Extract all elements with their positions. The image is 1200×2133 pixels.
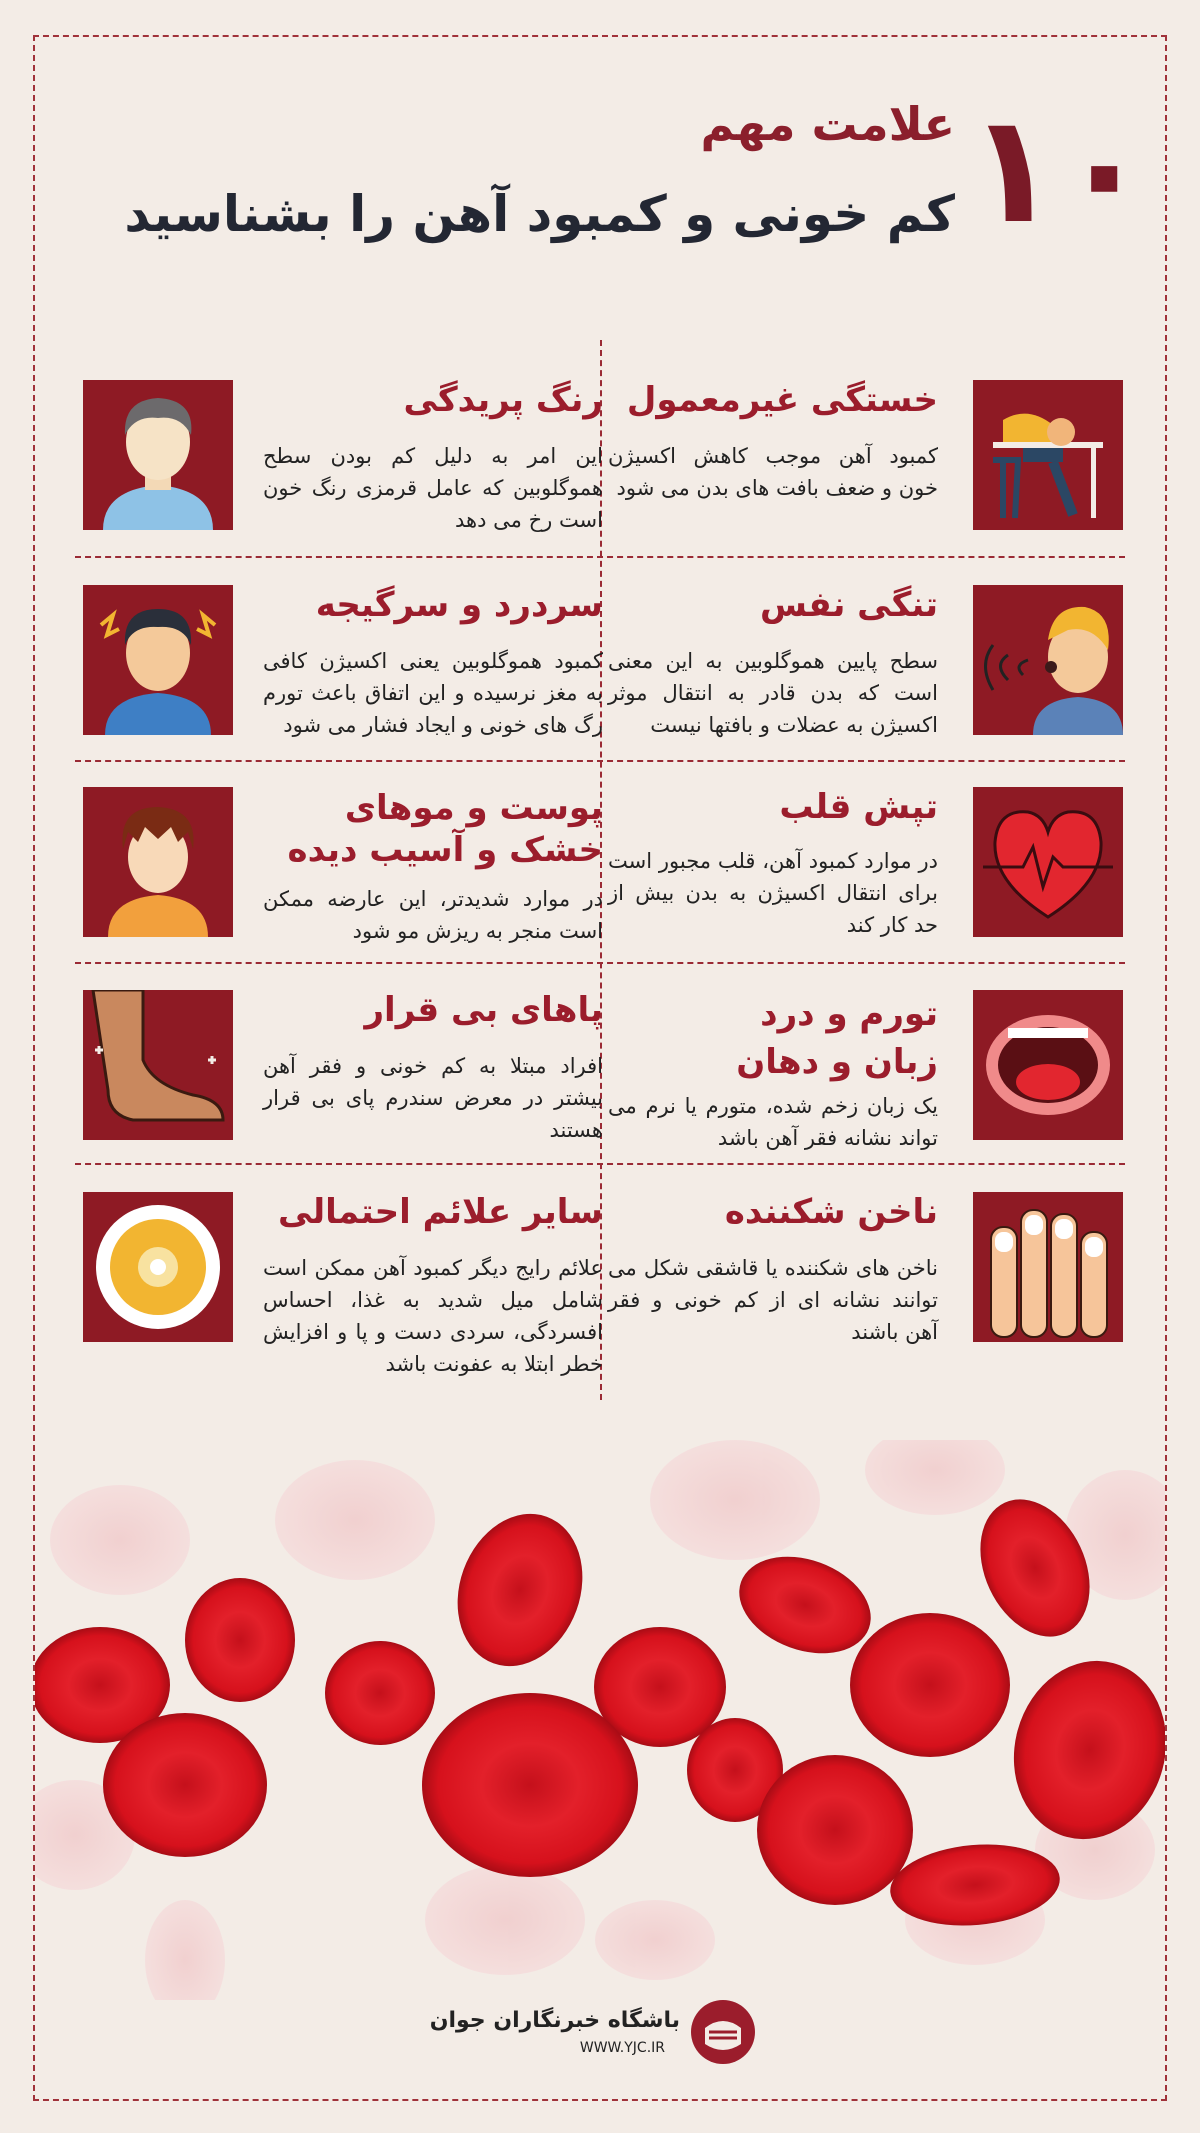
symptom-description: یک زبان زخم شده، متورم یا نرم می تواند نشانه فقر آهن باشد xyxy=(608,1094,938,1150)
symptom-dry-skin-hair xyxy=(83,787,603,977)
symptom-title: تپش قلب xyxy=(779,787,938,827)
title-line-1: علامت مهم xyxy=(700,97,955,151)
tired-person-at-desk-icon xyxy=(973,380,1123,530)
symptom-other xyxy=(83,1192,603,1432)
symptom-title: ناخن شکننده xyxy=(724,1192,938,1232)
symptom-description: در موارد کمبود آهن، قلب مجبور است برای انتقال اکسیژن به بدن بیش از حد کار کند xyxy=(608,849,938,937)
symptom-title: سردرد و سرگیجه xyxy=(315,585,603,625)
symptom-swollen-tongue xyxy=(603,990,1123,1180)
symptom-restless-legs xyxy=(83,990,603,1180)
symptom-description: سطح پایین هموگلوبین به این معنی است که بدن قادر به انتقال موثر اکسیژن به عضلات و بافتها نیست xyxy=(608,649,938,737)
symptom-palpitation xyxy=(603,787,1123,977)
symptom-description: کمبود هموگلوبین یعنی اکسیژن کافی به مغز نرسیده و این اتفاق باعث تورم رگ های خونی و ایجاد فشار می شود xyxy=(263,649,603,737)
heart-palpitation-icon xyxy=(973,787,1123,937)
symptom-title: پاهای بی قرار xyxy=(364,990,603,1030)
symptom-description: در موارد شدیدتر، این عارضه ممکن است منجر به ریزش مو شود xyxy=(263,887,603,943)
symptom-description: این امر به دلیل کم بودن سطح هموگلوبین که عامل قرمزی رنگ خون است رخ می دهد xyxy=(263,444,603,532)
red-blood-cells-illustration xyxy=(35,1440,1165,2000)
symptom-shortness-of-breath xyxy=(603,585,1123,775)
symptom-title-line: زبان و دهان xyxy=(736,1042,938,1082)
symptom-title-line: خشک و آسیب دیده xyxy=(287,830,603,870)
symptom-title xyxy=(736,990,938,1086)
symptom-description: علائم رایج دیگر کمبود آهن ممکن است شامل میل شدید به غذا، احساس افسردگی، سردی دست و پا و افزایش خطر ابتلا به عفونت باشد xyxy=(263,1256,603,1376)
headache-icon xyxy=(83,585,233,735)
title-line-2: کم خونی و کمبود آهن را بشناسید xyxy=(124,185,955,243)
symptom-brittle-nails xyxy=(603,1192,1123,1382)
logo-mark-icon xyxy=(691,2000,755,2064)
symptom-title-line: پوست و موهای xyxy=(344,788,603,828)
open-mouth-tongue-icon xyxy=(973,990,1123,1140)
symptom-title xyxy=(263,787,603,871)
yjc-logo xyxy=(429,2000,755,2070)
symptom-title: رنگ پریدگی xyxy=(403,380,603,420)
damaged-hair-icon xyxy=(83,787,233,937)
symptom-description: ناخن های شکننده یا قاشقی شکل می توانند نشانه ای از کم خونی و فقر آهن باشند xyxy=(608,1256,938,1344)
logo-url: WWW.YJC.IR xyxy=(579,2040,665,2056)
big-number: ۱۰ xyxy=(966,83,1150,257)
symptom-headache xyxy=(83,585,603,775)
restless-leg-icon xyxy=(83,990,233,1140)
logo-text: باشگاه خبرنگاران جوان xyxy=(429,2008,680,2033)
symptom-fatigue xyxy=(603,380,1123,570)
symptom-title-line: تورم و درد xyxy=(760,994,938,1034)
brittle-nails-icon xyxy=(973,1192,1123,1342)
symptom-description: کمبود آهن موجب کاهش اکسیژن خون و ضعف بافت های بدن می شود xyxy=(608,444,938,500)
header xyxy=(50,85,1150,275)
symptom-title: سایر علائم احتمالی xyxy=(277,1192,603,1232)
food-plate-icon xyxy=(83,1192,233,1342)
symptom-title: تنگی نفس xyxy=(760,585,938,625)
shortness-of-breath-icon xyxy=(973,585,1123,735)
symptom-pallor xyxy=(83,380,603,570)
pale-man-icon xyxy=(83,380,233,530)
symptom-title: خستگی غیرمعمول xyxy=(626,380,938,420)
symptom-description: افراد مبتلا به کم خونی و فقر آهن بیشتر در معرض سندرم پای بی قرار هستند xyxy=(263,1054,603,1142)
